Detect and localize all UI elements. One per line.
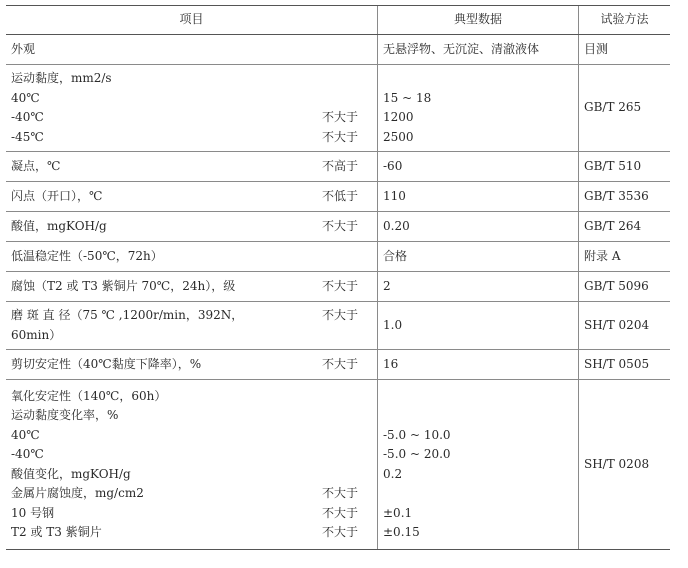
table-row <box>6 242 670 272</box>
table-row <box>6 65 670 152</box>
data-line: 0.20 <box>383 218 410 233</box>
item-qualifier: 不大于 <box>321 505 358 520</box>
cell-item <box>6 380 378 550</box>
item-line <box>11 484 372 504</box>
table-row <box>6 35 670 65</box>
table-row <box>6 272 670 302</box>
table-row <box>6 350 670 380</box>
item-line <box>11 406 372 426</box>
item-text: 酸值变化，mgKOH/g <box>11 466 131 481</box>
item-text: 氧化安定性（140℃，60h） <box>11 388 167 403</box>
cell-item <box>6 65 378 152</box>
data-line: 无悬浮物、无沉淀、清澈液体 <box>383 41 540 56</box>
item-line <box>11 277 372 297</box>
item-qualifier: 不大于 <box>321 356 358 371</box>
data-line: -5.0 ~ 20.0 <box>383 447 451 461</box>
item-line <box>11 445 372 465</box>
cell-method: 附录 A <box>579 242 671 272</box>
item-line <box>11 108 372 128</box>
table-row <box>6 152 670 182</box>
data-line: ±0.1 <box>383 505 413 520</box>
item-text: 金属片腐蚀度，mg/cm2 <box>11 486 144 500</box>
data-line: 110 <box>383 188 406 203</box>
item-qualifier: 不高于 <box>321 158 358 173</box>
cell-method: GB/T 264 <box>579 212 671 242</box>
data-line: -60 <box>383 158 403 173</box>
item-line <box>11 326 372 346</box>
item-line <box>11 157 372 177</box>
item-line <box>11 69 372 89</box>
cell-method: GB/T 3536 <box>579 182 671 212</box>
cell-item <box>6 242 378 272</box>
cell-data <box>378 152 579 182</box>
item-text: 40℃ <box>11 90 40 105</box>
item-line <box>11 128 372 148</box>
item-qualifier <box>358 326 372 346</box>
item-qualifier: 不大于 <box>321 525 358 539</box>
item-text: 10 号钢 <box>11 505 55 520</box>
item-line <box>11 523 372 543</box>
data-line: 16 <box>383 356 399 371</box>
table-row <box>6 380 670 550</box>
cell-method: SH/T 0204 <box>579 302 671 350</box>
item-qualifier: 不大于 <box>321 308 358 322</box>
data-line: 0.2 <box>383 466 403 481</box>
cell-data <box>378 380 579 550</box>
cell-method: GB/T 265 <box>579 65 671 152</box>
header-method: 试验方法 <box>579 6 671 35</box>
cell-method: 目测 <box>579 35 671 65</box>
item-text: 磨 斑 直 径（75 ℃ ,1200r/min，392N， <box>11 308 244 322</box>
item-text: T2 或 T3 紫铜片 <box>11 525 102 539</box>
item-line <box>11 89 372 109</box>
item-text: 剪切安定性（40℃黏度下降率），% <box>11 356 202 371</box>
item-line <box>11 306 372 326</box>
table-header-row <box>6 6 670 35</box>
item-text: 闪点（开口），℃ <box>11 188 103 203</box>
item-text: 40℃ <box>11 427 40 442</box>
data-line: 1.0 <box>383 317 403 332</box>
spec-table-container <box>6 5 670 550</box>
cell-item <box>6 212 378 242</box>
cell-data <box>378 242 579 272</box>
item-text: 运动黏度变化率，% <box>11 408 119 422</box>
item-line <box>11 217 372 237</box>
item-text: 运动黏度，mm2/s <box>11 71 112 85</box>
item-qualifier: 不低于 <box>321 188 358 203</box>
data-line: 1200 <box>383 110 414 124</box>
data-line: 2500 <box>383 129 414 144</box>
data-line <box>383 387 573 407</box>
item-text: -40℃ <box>11 110 44 124</box>
cell-data <box>378 35 579 65</box>
item-text: 60min） <box>11 327 62 342</box>
item-line <box>11 40 372 60</box>
item-line <box>11 187 372 207</box>
item-qualifier <box>358 247 372 267</box>
data-line <box>383 484 573 504</box>
cell-item <box>6 350 378 380</box>
item-text: 凝点，℃ <box>11 158 61 173</box>
item-qualifier <box>358 89 372 109</box>
item-qualifier <box>358 406 372 426</box>
item-qualifier <box>358 69 372 89</box>
item-line <box>11 426 372 446</box>
item-line <box>11 504 372 524</box>
data-line: 15 ~ 18 <box>383 90 432 105</box>
cell-data <box>378 350 579 380</box>
cell-data <box>378 302 579 350</box>
cell-data <box>378 182 579 212</box>
data-line: 合格 <box>383 248 408 263</box>
item-text: 酸值，mgKOH/g <box>11 218 107 233</box>
cell-item <box>6 302 378 350</box>
data-line <box>383 406 573 426</box>
cell-data <box>378 212 579 242</box>
item-text: 外观 <box>11 41 36 56</box>
cell-item <box>6 35 378 65</box>
table-body <box>6 35 670 550</box>
cell-method: SH/T 0505 <box>579 350 671 380</box>
item-line <box>11 355 372 375</box>
cell-item <box>6 152 378 182</box>
item-qualifier: 不大于 <box>321 218 358 233</box>
item-line <box>11 247 372 267</box>
cell-item <box>6 182 378 212</box>
item-line <box>11 465 372 485</box>
cell-data <box>378 272 579 302</box>
cell-data <box>378 65 579 152</box>
cell-method: GB/T 510 <box>579 152 671 182</box>
item-text: -45℃ <box>11 129 44 144</box>
item-text: -40℃ <box>11 447 44 461</box>
header-item: 项目 <box>6 6 378 35</box>
data-line: 2 <box>383 278 391 293</box>
cell-method: GB/T 5096 <box>579 272 671 302</box>
table-row <box>6 302 670 350</box>
item-qualifier: 不大于 <box>321 129 358 144</box>
header-data: 典型数据 <box>378 6 579 35</box>
item-qualifier: 不大于 <box>321 110 358 124</box>
cell-method: SH/T 0208 <box>579 380 671 550</box>
item-qualifier <box>358 40 372 60</box>
item-qualifier: 不大于 <box>321 486 358 500</box>
item-qualifier <box>358 445 372 465</box>
item-qualifier <box>358 387 372 407</box>
cell-item <box>6 272 378 302</box>
table-row <box>6 212 670 242</box>
item-line <box>11 387 372 407</box>
data-line: ±0.15 <box>383 525 420 539</box>
item-text: 腐蚀（T2 或 T3 紫铜片 70℃，24h），级 <box>11 278 236 293</box>
spec-table <box>6 5 670 550</box>
item-qualifier <box>358 465 372 485</box>
item-qualifier <box>358 426 372 446</box>
item-text: 低温稳定性（-50℃，72h） <box>11 248 163 263</box>
data-line: -5.0 ~ 10.0 <box>383 427 451 442</box>
item-qualifier: 不大于 <box>321 278 358 293</box>
data-line <box>383 69 573 89</box>
table-row <box>6 182 670 212</box>
